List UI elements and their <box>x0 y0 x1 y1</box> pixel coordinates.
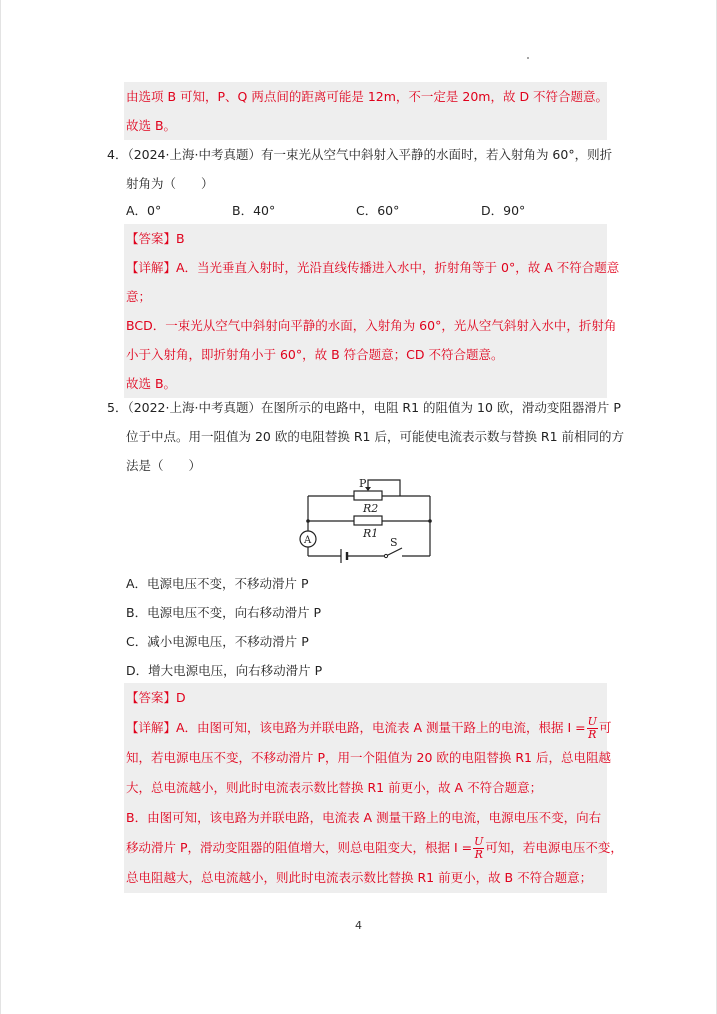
slider-label: P <box>359 477 367 490</box>
answer-label: 【答案】D <box>126 690 186 705</box>
answer-block-q4 <box>124 224 620 398</box>
answer-text: 【详解】A．由图可知，该电路为并联电路，电流表 A 测量干路上的电流，根据 I = <box>126 720 586 735</box>
switch-label: S <box>390 536 398 549</box>
option-d: D．90° <box>481 203 526 218</box>
option-d: D．增大电源电压，向右移动滑片 P <box>126 663 323 678</box>
question-5 <box>107 393 625 480</box>
answer-block-q5 <box>124 683 623 893</box>
circuit-diagram <box>296 476 446 568</box>
answer-line: B．由图可知，该电路为并联电路，电流表 A 测量干路上的电流，电源电压不变，向右 <box>126 810 602 825</box>
answer-label: 【答案】B <box>126 231 185 246</box>
answer-line: 大，总电流越小，则此时电流表示数比替换 R1 前更小，故 A 不符合题意； <box>126 780 543 795</box>
fraction-denominator: R <box>588 728 597 741</box>
option-a: A．0° <box>126 203 162 218</box>
question-line: 射角为（ ） <box>126 176 214 191</box>
answer-line: 意； <box>126 289 152 304</box>
fraction-denominator: R <box>474 848 483 861</box>
answer-block-q3 <box>124 82 607 140</box>
answer-line: 故选 B。 <box>126 376 177 391</box>
answer-line: 故选 B。 <box>126 118 177 133</box>
answer-line <box>126 833 623 863</box>
option-b: B．40° <box>232 203 276 218</box>
option-c: C．减小电源电压，不移动滑片 P <box>126 634 309 649</box>
answer-line <box>126 713 612 743</box>
fraction-numerator: U <box>474 835 484 848</box>
question-line: 法是（ ） <box>126 458 202 473</box>
option-b: B．电源电压不变，向右移动滑片 P <box>126 605 322 620</box>
option-a: A．电源电压不变，不移动滑片 P <box>126 576 309 591</box>
answer-text: 可 <box>598 720 612 735</box>
answer-line: 总电阻越大，总电流越小，则此时电流表示数比替换 R1 前更小，故 B 不符合题意； <box>126 870 593 885</box>
ammeter-label: A <box>304 535 312 546</box>
r1-label: R1 <box>363 527 379 540</box>
question-line: 5．（2022·上海·中考真题）在图所示的电路中，电阻 R1 的阻值为 10 欧，滑动变阻器滑片 P <box>107 400 621 415</box>
question-line: 4．（2024·上海·中考真题）有一束光从空气中斜射入平静的水面时，若入射角为 60°，则折 <box>107 147 613 162</box>
formula-fraction <box>587 716 598 741</box>
answer-line: 由选项 B 可知，P、Q 两点间的距离可能是 12m，不一定是 20m，故 D 不符合题意。 <box>126 89 609 104</box>
answer-text: 移动滑片 P，滑动变阻器的阻值增大，则总电阻变大，根据 I = <box>126 840 473 855</box>
formula-fraction <box>473 836 484 861</box>
answer-line: 知，若电源电压不变，不移动滑片 P，用一个阻值为 20 欧的电阻替换 R1 后，总电阻越 <box>126 750 611 765</box>
answer-text: 可知，若电源电压不变， <box>485 840 623 855</box>
scan-dot <box>527 57 529 59</box>
answer-line: 【详解】A．当光垂直入射时，光沿直线传播进入水中，折射角等于 0°，故 A 不符合题意 <box>126 260 620 275</box>
option-c: C．60° <box>356 203 400 218</box>
r2-label: R2 <box>363 502 379 515</box>
question-line: 位于中点。用一阻值为 20 欧的电阻替换 R1 后，可能使电流表示数与替换 R1 前相同的方 <box>126 429 625 444</box>
answer-line: 小于入射角，即折射角小于 60°，故 B 符合题意；CD 不符合题意。 <box>126 347 504 362</box>
question-4 <box>107 140 613 198</box>
page-number: 4 <box>355 919 362 932</box>
fraction-numerator: U <box>587 715 597 728</box>
answer-line: BCD．一束光从空气中斜射向平静的水面，入射角为 60°，光从空气斜射入水中，折射角 <box>126 318 617 333</box>
